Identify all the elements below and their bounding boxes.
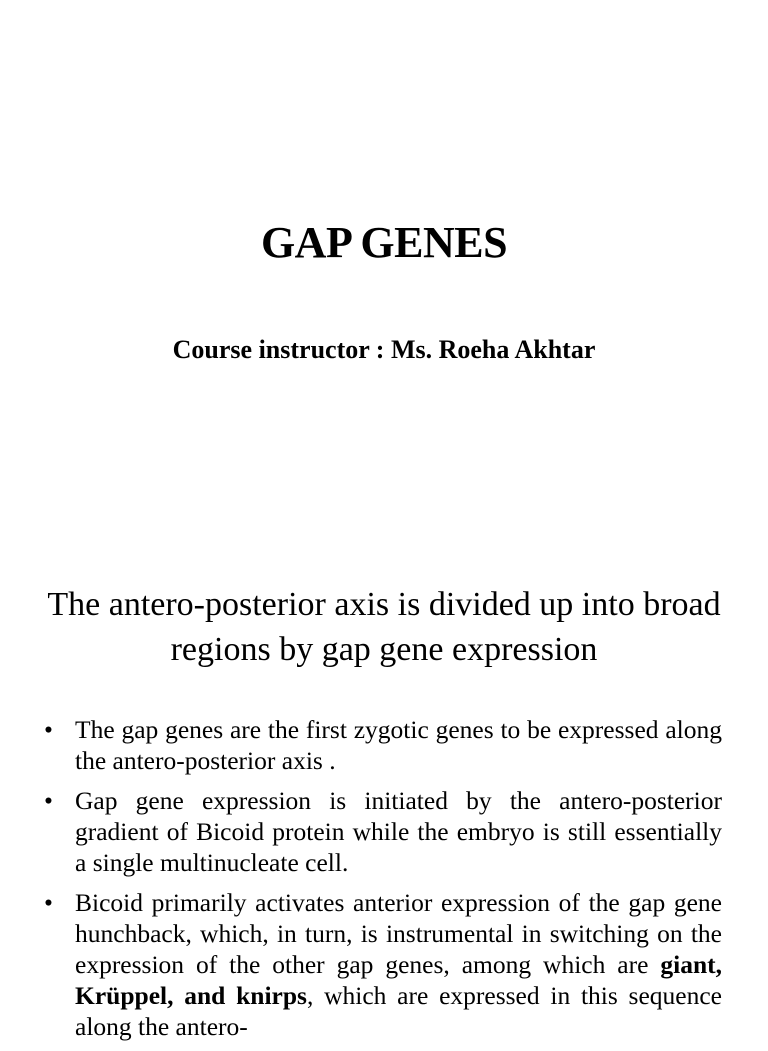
bullet-text-continued: , which are expressed in this sequence along the antero- bbox=[75, 981, 722, 1041]
bullet-icon: • bbox=[44, 786, 53, 815]
bullet-list bbox=[44, 714, 722, 1051]
bullet-text: Gap gene expression is initiated by the antero-posterior gradient of Bicoid protein while the embryo is still essentially a single multinucleate cell. bbox=[75, 786, 722, 877]
bullet-text: The gap genes are the first zygotic genes to be expressed along the antero-posterior axis . bbox=[75, 715, 722, 775]
course-instructor: Course instructor : Ms. Roeha Akhtar bbox=[172, 335, 596, 364]
gene-names: giant, Krüppel, and knirps bbox=[75, 950, 722, 1010]
bullet-item bbox=[44, 785, 722, 878]
slide-heading: The antero-posterior axis is divided up into broad regions by gap gene expression bbox=[47, 586, 721, 668]
bullet-icon: • bbox=[44, 888, 53, 917]
bullet-text: Bicoid primarily activates anterior expression of the gap gene hunchback, which, in turn, is instrumental in switching on the expression of the other gap genes, among which are bbox=[75, 888, 722, 979]
slide-title: GAP GENES bbox=[260, 218, 508, 267]
bullet-icon: • bbox=[44, 715, 53, 744]
bullet-item bbox=[44, 887, 722, 1042]
bullet-item bbox=[44, 714, 722, 776]
